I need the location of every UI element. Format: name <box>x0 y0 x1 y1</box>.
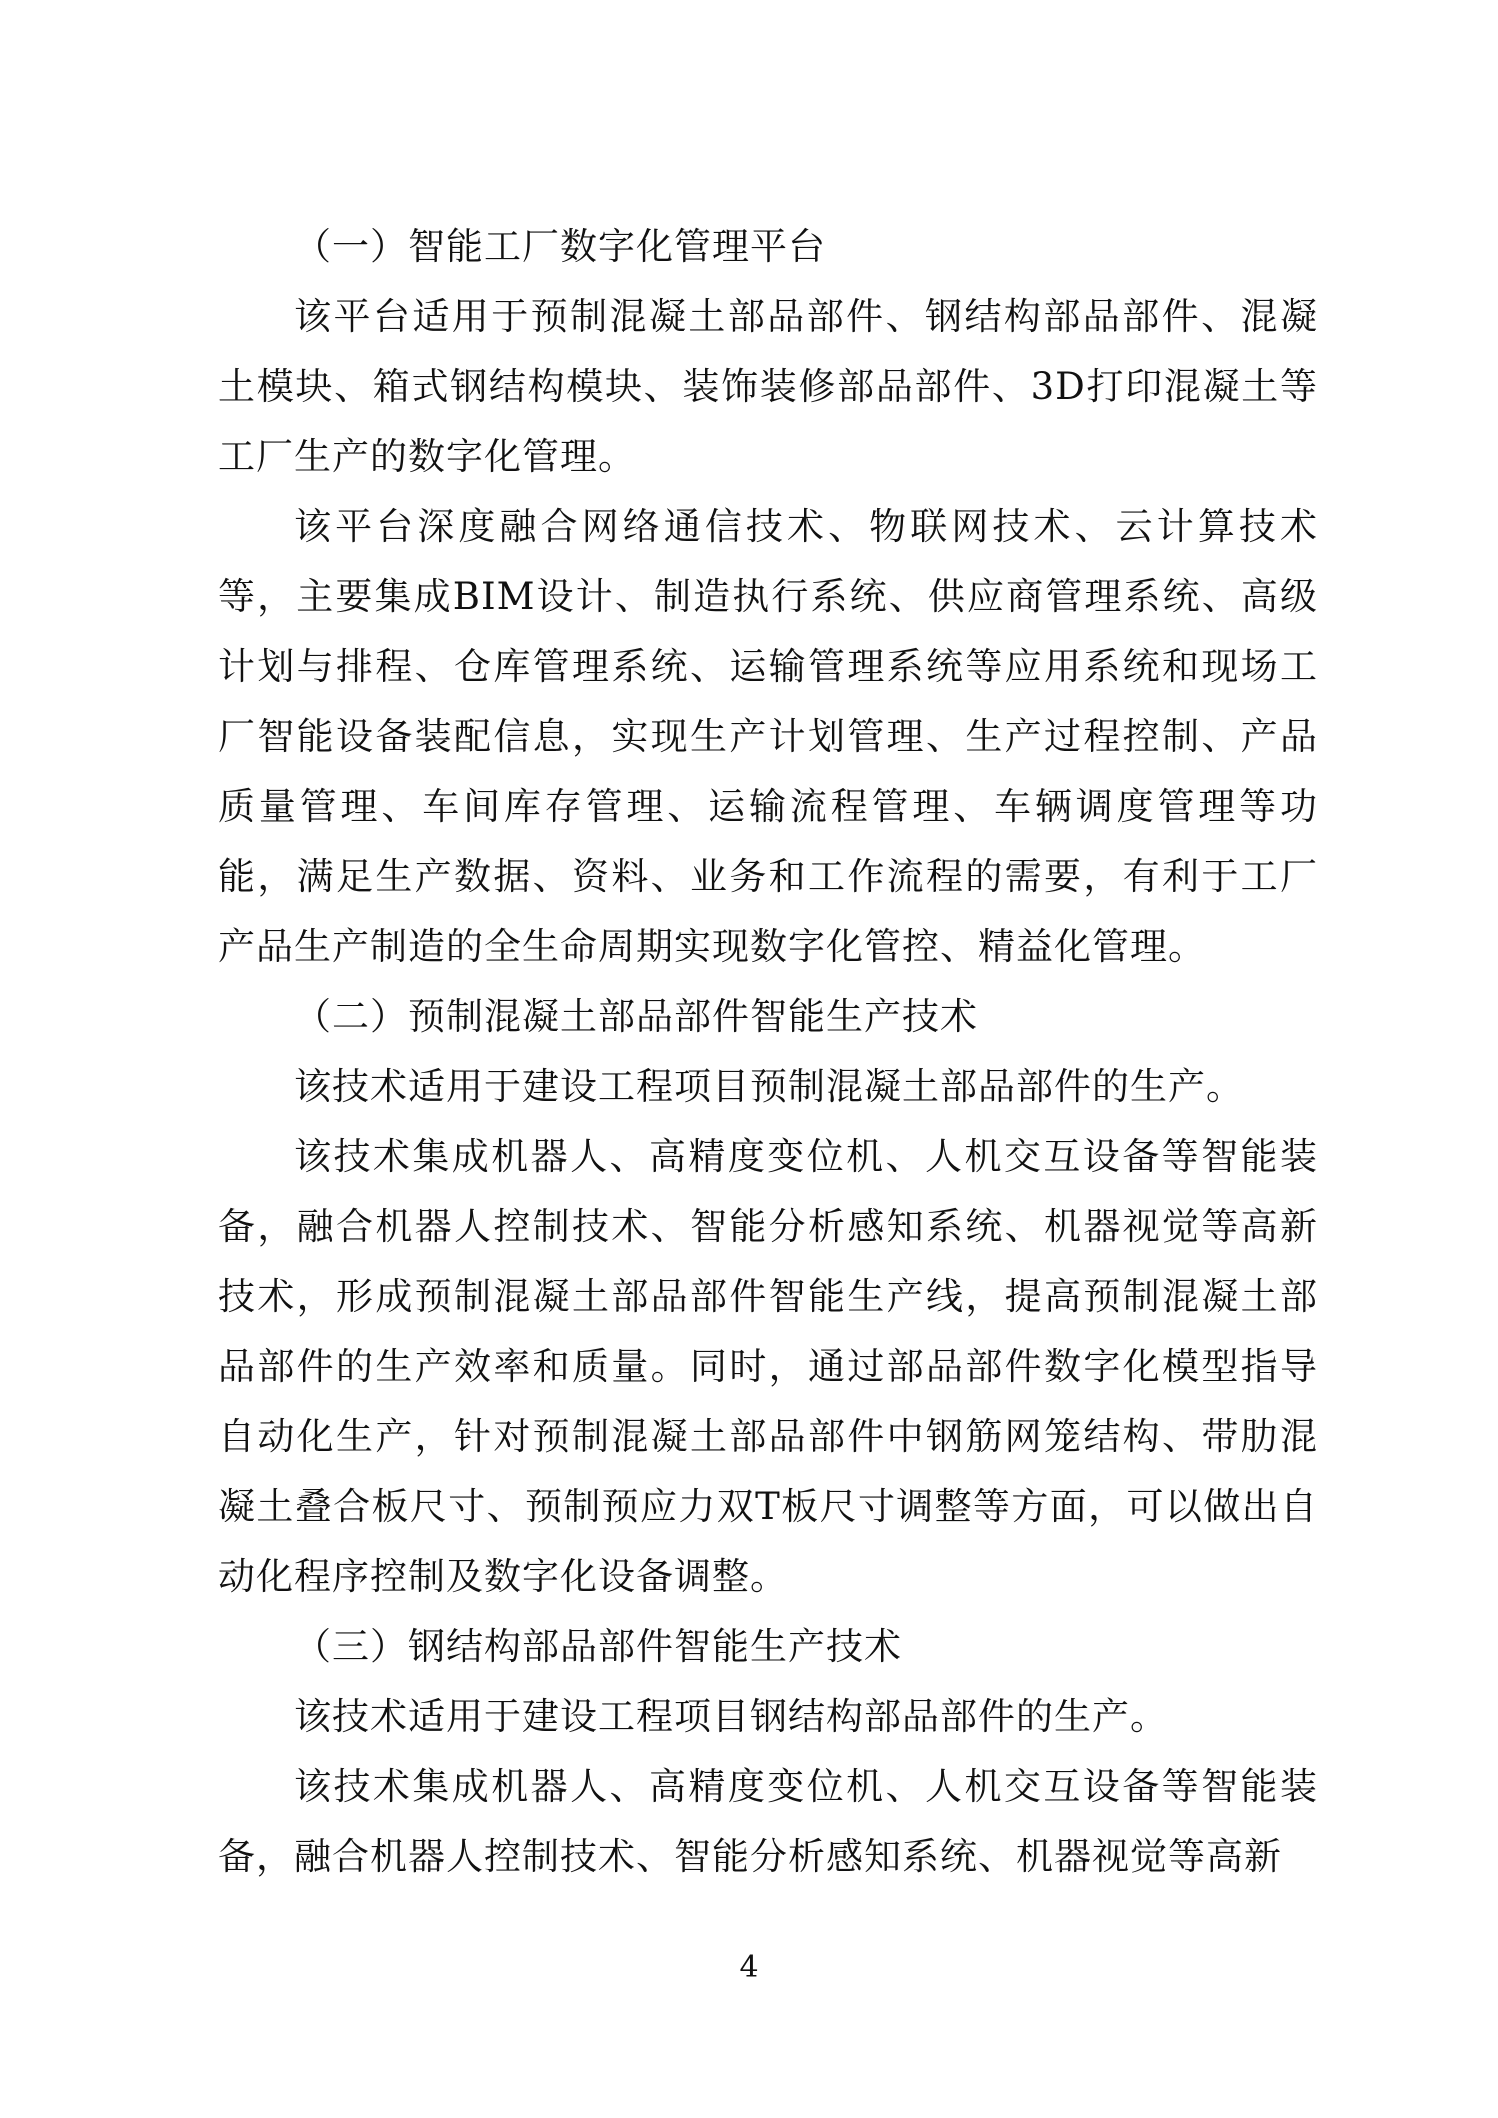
section-2-paragraph-2: 该技术集成机器人、高精度变位机、人机交互设备等智能装备，融合机器人控制技术、智能分析感知系统、机器视觉等高新技术，形成预制混凝土部品部件智能生产线，提高预制混凝土部品部件的生产效率和质量。同时，通过部品部件数字化模型指导自动化生产，针对预制混凝土部品部件中钢筋网笼结构、带肋混凝土叠合板尺寸、预制预应力双T板尺寸调整等方面，可以做出自动化程序控制及数字化设备调整。 <box>218 1135 1318 1598</box>
document-body <box>218 212 1318 1892</box>
section-1-paragraph-2: 该平台深度融合网络通信技术、物联网技术、云计算技术等，主要集成BIM设计、制造执行系统、供应商管理系统、高级计划与排程、仓库管理系统、运输管理系统等应用系统和现场工厂智能设备装配信息，实现生产计划管理、生产过程控制、产品质量管理、车间库存管理、运输流程管理、车辆调度管理等功能，满足生产数据、资料、业务和工作流程的需要，有利于工厂产品生产制造的全生命周期实现数字化管控、精益化管理。 <box>218 505 1318 968</box>
section-2-heading: （二）预制混凝土部品部件智能生产技术 <box>294 995 978 1038</box>
section-1-heading: （一）智能工厂数字化管理平台 <box>294 225 826 268</box>
section-1-paragraph-1: 该平台适用于预制混凝土部品部件、钢结构部品部件、混凝土模块、箱式钢结构模块、装饰装修部品部件、3D打印混凝土等工厂生产的数字化管理。 <box>218 295 1318 478</box>
section-3-heading: （三）钢结构部品部件智能生产技术 <box>294 1625 902 1668</box>
section-3-paragraph-2: 该技术集成机器人、高精度变位机、人机交互设备等智能装备，融合机器人控制技术、智能分析感知系统、机器视觉等高新 <box>218 1765 1318 1878</box>
section-3-paragraph-1: 该技术适用于建设工程项目钢结构部品部件的生产。 <box>294 1695 1168 1738</box>
section-2-paragraph-1: 该技术适用于建设工程项目预制混凝土部品部件的生产。 <box>294 1065 1244 1108</box>
page-number: 4 <box>739 1950 759 1985</box>
